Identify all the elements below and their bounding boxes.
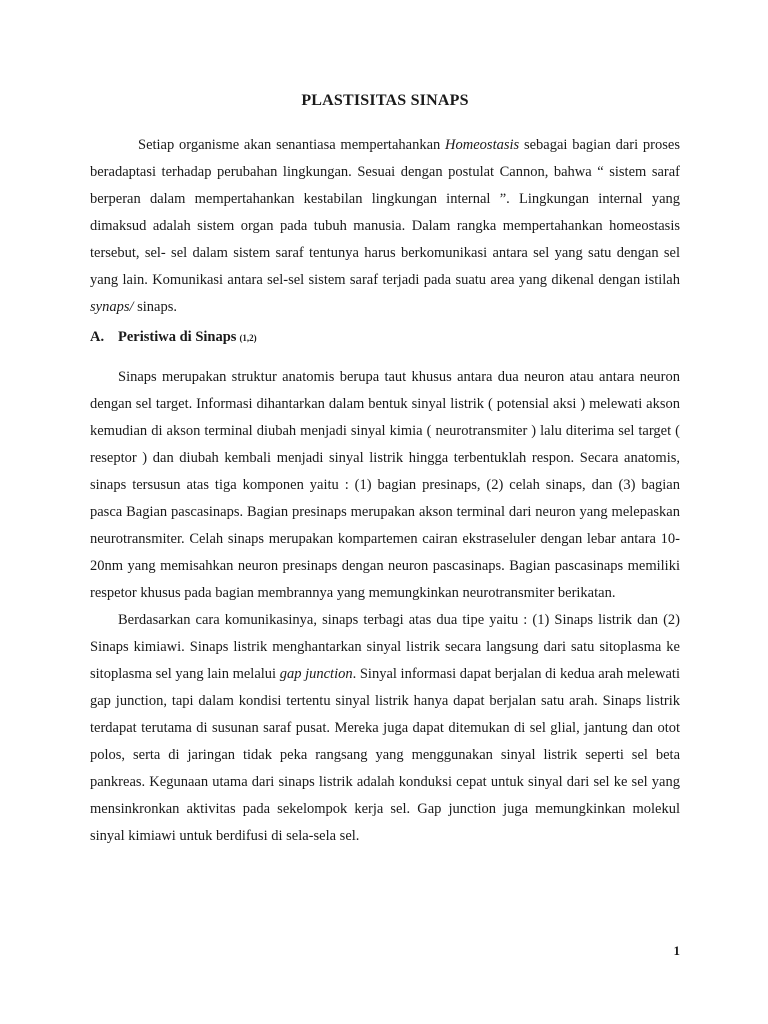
types-text-1: Berdasarkan cara komunikasinya, sinaps terbagi atas dua tipe yaitu : (1) Sinaps listrik dan (2) Sinaps kimiawi. Sinaps listrik menghantarkan sinyal listrik secara langsung dari satu sitoplasma ke sitoplasma sel yang lain melalui — [90, 612, 680, 682]
section-a-letter: A. — [90, 329, 105, 345]
section-a-title: Peristiwa di Sinaps — [118, 329, 237, 345]
types-text-2: . Sinyal informasi dapat berjalan di kedua arah melewati gap junction, tapi dalam kondisi tertentu sinyal listrik hanya dapat berjalan satu arah. Sinaps listrik terdapat terutama di susunan saraf pusat. Mereka juga dapat ditemukan di sel glial, jantung dan otot polos, serta di jaringan tidak peka rangsang yang menggunakan sinyal listrik seperti sel beta pankreas. Kegunaan utama dari sinaps listrik adalah konduksi cepat untuk sinyal dari sel ke sel yang mensinkronkan aktivitas pada sekelompok kerja sel. Gap junction juga memungkinkan molekul sinyal kimiawi untuk berdifusi di sela-sela sel. — [90, 666, 680, 844]
intro-italic-homeostasis: Homeostasis — [445, 137, 520, 153]
section-a-citation: (1,2) — [239, 333, 257, 343]
types-italic-gap-junction: gap junction — [279, 666, 353, 682]
intro-text-2: sebagai bagian dari proses beradaptasi terhadap perubahan lingkungan. Sesuai dengan postulat Cannon, bahwa “ sistem saraf berperan dalam mempertahankan kestabilan lingkungan internal ”. Lingkungan internal yang dimaksud adalah sistem organ pada tubuh manusia. Dalam rangka mempertahankan homeostasis tersebut, sel- sel dalam sistem saraf tentunya harus berkomunikasi antara sel yang satu dengan sel yang lain. Komunikasi antara sel-sel sistem saraf terjadi pada suatu area yang dikenal dengan istilah — [90, 137, 680, 288]
intro-paragraph — [90, 132, 680, 321]
section-a-heading — [90, 329, 680, 346]
intro-italic-synaps: synaps/ — [90, 299, 134, 315]
intro-text-1: Setiap organisme akan senantiasa mempertahankan — [138, 137, 446, 153]
document-title: PLASTISITAS SINAPS — [301, 92, 469, 109]
intro-text-3: sinaps. — [133, 299, 177, 315]
page-content — [90, 92, 680, 850]
page-number: 1 — [673, 943, 680, 958]
sinaps-definition-paragraph: Sinaps merupakan struktur anatomis berupa taut khusus antara dua neuron atau antara neuron dengan sel target. Informasi dihantarkan dalam bentuk sinyal listrik ( potensial aksi ) melewati akson kemudian di akson terminal diubah menjadi sinyal kimia ( neurotransmiter ) lalu diterima sel target ( reseptor ) dan diubah kembali menjadi sinyal listrik hingga terbentuklah respon. Secara anatomis, sinaps tersusun atas tiga komponen yaitu : (1) bagian presinaps, (2) celah sinaps, dan (3) bagian pasca Bagian pascasinaps. Bagian presinaps merupakan akson terminal dari neuron yang melepaskan neurotransmiter. Celah sinaps merupakan kompartemen cairan ekstraseluler dengan lebar antara 10-20nm yang memisahkan neuron presinaps dengan neuron pascasinaps. Bagian pascasinaps memiliki respetor khusus pada bagian membrannya yang memungkinkan neurotransmiter berikatan. — [90, 369, 680, 601]
sinaps-types-paragraph — [90, 607, 680, 850]
